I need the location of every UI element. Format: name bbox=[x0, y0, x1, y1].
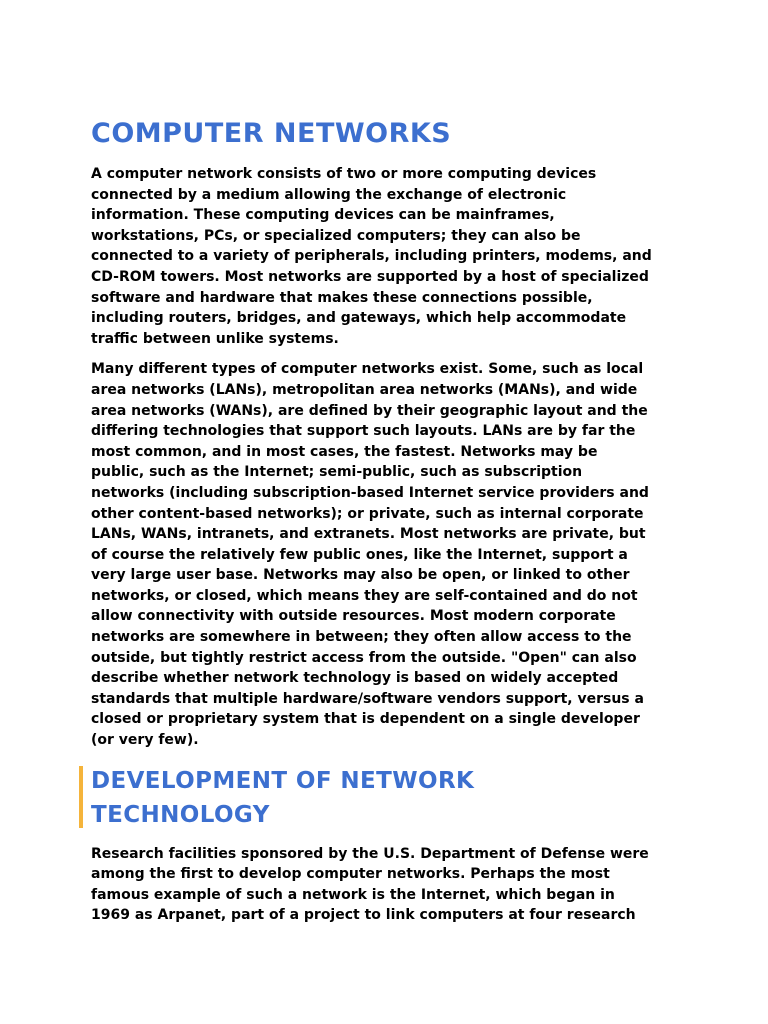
text-line: connected to a variety of peripherals, including printers, modems, and bbox=[91, 248, 652, 265]
text-line: A computer network consists of two or more computing devices bbox=[91, 166, 597, 182]
text-line: networks, or closed, which means they are self-contained and do not bbox=[91, 587, 638, 604]
text-line: most common, and in most cases, the fastest. Networks may be bbox=[91, 443, 598, 460]
text-line: area networks (LANs), metropolitan area networks (MANs), and wide bbox=[91, 381, 638, 398]
text-line: of course the relatively few public ones, like the Internet, support a bbox=[91, 546, 628, 563]
document-body bbox=[91, 112, 681, 926]
section-accent-bar bbox=[79, 766, 83, 828]
text-line: Research facilities sponsored by the U.S. Department of Defense were bbox=[91, 845, 649, 862]
text-line: closed or proprietary system that is dependent on a single developer bbox=[91, 711, 640, 728]
text-line: among the first to develop computer networks. Perhaps the most bbox=[91, 866, 610, 883]
text-line: outside, but tightly restrict access from the outside. "Open" can also bbox=[91, 649, 637, 666]
text-line: other content-based networks); or private, such as internal corporate bbox=[91, 505, 644, 522]
section-heading bbox=[91, 764, 681, 832]
page-title: COMPUTER NETWORKS bbox=[91, 118, 452, 149]
text-line: networks are somewhere in between; they often allow access to the bbox=[91, 629, 632, 646]
text-line: allow connectivity with outside resources. Most modern corporate bbox=[91, 608, 616, 625]
section-development bbox=[91, 764, 681, 832]
text-line: area networks (WANs), are defined by their geographic layout and the bbox=[91, 402, 648, 419]
paragraph-intro bbox=[91, 164, 681, 349]
text-line: famous example of such a network is the Internet, which began in bbox=[91, 886, 615, 903]
text-line: (or very few). bbox=[91, 732, 199, 749]
text-line: networks (including subscription-based Internet service providers and bbox=[91, 484, 649, 501]
text-line: CD-ROM towers. Most networks are supported by a host of specialized bbox=[91, 268, 649, 285]
heading-line: DEVELOPMENT OF NETWORK bbox=[91, 767, 475, 794]
text-line: differing technologies that support such layouts. LANs are by far the bbox=[91, 423, 636, 440]
paragraph-development bbox=[91, 844, 681, 926]
heading-line: TECHNOLOGY bbox=[91, 801, 270, 828]
text-line: 1969 as Arpanet, part of a project to link computers at four research bbox=[91, 907, 636, 924]
text-line: very large user base. Networks may also be open, or linked to other bbox=[91, 567, 630, 584]
text-line: Many different types of computer networks exist. Some, such as local bbox=[91, 361, 644, 378]
text-line: LANs, WANs, intranets, and extranets. Most networks are private, but bbox=[91, 526, 646, 543]
paragraph-network-types bbox=[91, 359, 681, 750]
text-line: software and hardware that makes these connections possible, bbox=[91, 289, 593, 306]
text-line: standards that multiple hardware/software vendors support, versus a bbox=[91, 690, 644, 707]
text-line: describe whether network technology is based on widely accepted bbox=[91, 670, 619, 687]
text-line: workstations, PCs, or specialized computers; they can also be bbox=[91, 227, 581, 244]
text-line: public, such as the Internet; semi-public, such as subscription bbox=[91, 464, 583, 481]
text-line: including routers, bridges, and gateways, which help accommodate bbox=[91, 310, 627, 327]
text-line: traffic between unlike systems. bbox=[91, 330, 339, 347]
text-line: information. These computing devices can be mainframes, bbox=[91, 207, 555, 224]
text-line: connected by a medium allowing the exchange of electronic bbox=[91, 186, 567, 203]
